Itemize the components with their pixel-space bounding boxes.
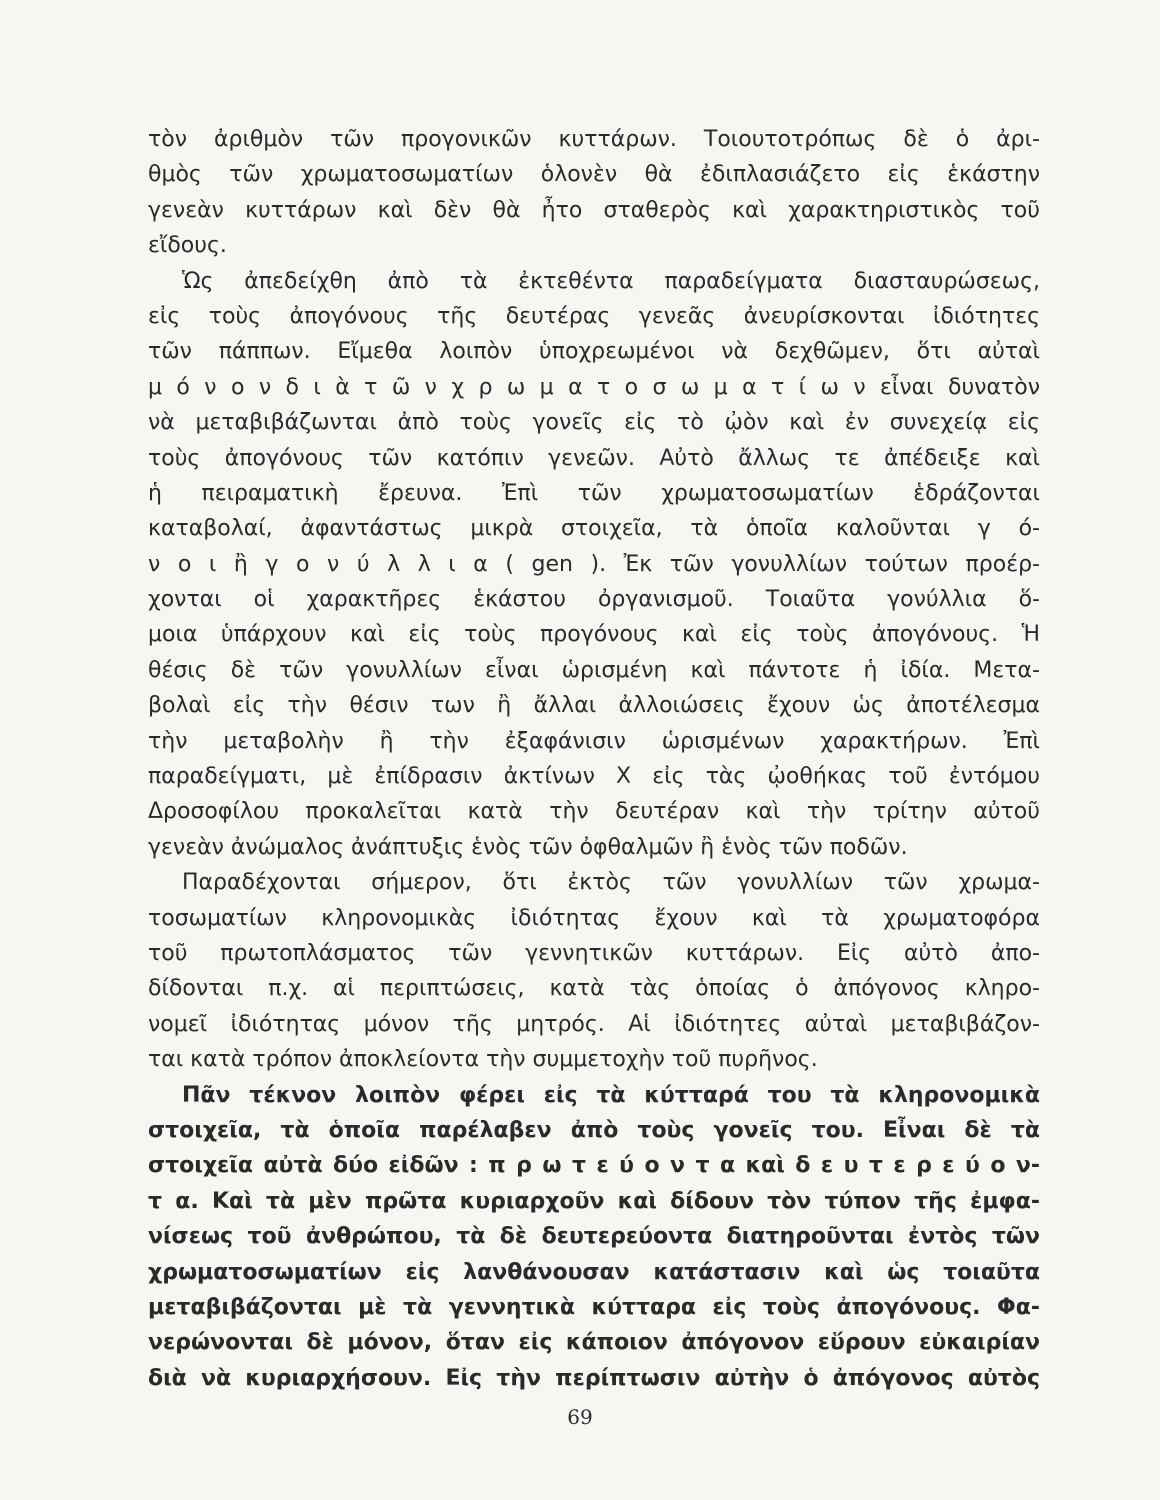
paragraph-start-line: Ὡς ἀπεδείχθη ἀπὸ τὰ ἐκτεθέντα παραδείγματα διασταυρώσεως, [182,268,1040,294]
text-line: νὰ μεταβιβάζωνται ἀπὸ τοὺς γονεῖς εἰς τὸ ᾠὸν καὶ ἐν συνεχείᾳ εἰς [148,410,1040,436]
text-line: χρωματοσωματίων εἰς λανθάνουσαν κατάστασιν καὶ ὡς τοιαῦτα [148,1259,1040,1285]
text-line: τ α. Καὶ τὰ μὲν πρῶτα κυριαρχοῦν καὶ δίδουν τὸν τύπον τῆς ἐμφα- [148,1188,1040,1214]
text-line: τὸν ἀριθμὸν τῶν προγονικῶν κυττάρων. Τοιουτοτρόπως δὲ ὁ ἀρι- [148,127,1040,152]
text-line: γενεὰν ἀνώμαλος ἀνάπτυξις ἑνὸς τῶν ὀφθαλμῶν ἢ ἑνὸς τῶν ποδῶν. [148,834,908,860]
text-line: μοια ὑπάρχουν καὶ εἰς τοὺς προγόνους καὶ εἰς τοὺς ἀπογόνους. Ἡ [148,622,1040,648]
paragraph-start-line: Παραδέχονται σήμερον, ὅτι ἐκτὸς τῶν γονυλλίων τῶν χρωμα- [182,870,1040,896]
text-line: τοῦ πρωτοπλάσματος τῶν γεννητικῶν κυττάρων. Εἰς αὐτὸ ἀπο- [148,940,1040,966]
text-line: στοιχεῖα, τὰ ὁποῖα παρέλαβεν ἀπὸ τοὺς γονεῖς του. Εἶναι δὲ τὰ [148,1117,1040,1143]
text-line: τοσωματίων κληρονομικὰς ἰδιότητας ἔχουν καὶ τὰ χρωματοφόρα [148,905,1040,931]
text-line: μεταβιβάζονται μὲ τὰ γεννητικὰ κύτταρα εἰς τοὺς ἀπογόνους. Φα- [148,1294,1040,1320]
body-text [148,122,1040,1396]
text-line: τὴν μεταβολὴν ἢ τὴν ἐξαφάνισιν ὡρισμένων χαρακτήρων. Ἐπὶ [148,728,1040,754]
text-line: διὰ νὰ κυριαρχήσουν. Εἰς τὴν περίπτωσιν αὐτὴν ὁ ἀπόγονος αὐτὸς [148,1365,1040,1391]
paragraph-start-line: Πᾶν τέκνον λοιπὸν φέρει εἰς τὰ κύτταρά του τὰ κληρονομικὰ [182,1082,1040,1108]
text-line: νίσεως τοῦ ἀνθρώπου, τὰ δὲ δευτερεύοντα διατηροῦνται ἐντὸς τῶν [148,1224,1040,1250]
text-line: θέσις δὲ τῶν γονυλλίων εἶναι ὡρισμένη καὶ πάντοτε ἡ ἰδία. Μετα- [148,657,1040,683]
text-line: θμὸς τῶν χρωματοσωματίων ὁλονὲν θὰ ἐδιπλασιάζετο εἰς ἑκάστην [148,162,1040,188]
text-line: εἴδους. [148,233,227,259]
page-number: 69 [567,1405,593,1429]
text-line: καταβολαί, ἀφαντάστως μικρὰ στοιχεῖα, τὰ ὁποῖα καλοῦνται γ ό- [148,516,1040,542]
text-line: ν ο ι ἢ γ ο ν ύ λ λ ι α ( gen ). Ἐκ τῶν γονυλλίων τούτων προέρ- [148,551,1040,577]
text-line: νερώνονται δὲ μόνον, ὅταν εἰς κάποιον ἀπόγονον εὕρουν εὐκαιρίαν [148,1330,1040,1356]
text-line: γενεὰν κυττάρων καὶ δὲν θὰ ἦτο σταθερὸς καὶ χαρακτηριστικὸς τοῦ [148,197,1040,223]
text-line: δίδονται π.χ. αἱ περιπτώσεις, κατὰ τὰς ὁποίας ὁ ἀπόγονος κληρο- [148,976,1040,1002]
text-line: Δροσοφίλου προκαλεῖται κατὰ τὴν δευτέραν καὶ τὴν τρίτην αὐτοῦ [148,799,1040,825]
text-line: χονται οἱ χαρακτῆρες ἑκάστου ὀργανισμοῦ. Τοιαῦτα γονύλλια ὅ- [148,587,1040,613]
text-line: παραδείγματι, μὲ ἐπίδρασιν ἀκτίνων Χ εἰς τὰς ᾠοθήκας τοῦ ἐντόμου [148,764,1040,790]
text-line: στοιχεῖα αὐτὰ δύο εἰδῶν : π ρ ω τ ε ύ ο ν τ α καὶ δ ε υ τ ε ρ ε ύ ο ν- [148,1153,1040,1179]
text-line: ται κατὰ τρόπον ἀποκλείοντα τὴν συμμετοχὴν τοῦ πυρῆνος. [148,1047,818,1073]
text-line: βολαὶ εἰς τὴν θέσιν των ἢ ἄλλαι ἀλλοιώσεις ἔχουν ὡς ἀποτέλεσμα [148,693,1040,719]
text-line: τῶν πάππων. Εἴμεθα λοιπὸν ὑποχρεωμένοι νὰ δεχθῶμεν, ὅτι αὐταὶ [148,339,1040,365]
text-line: νομεῖ ἰδιότητας μόνον τῆς μητρός. Αἱ ἰδιότητες αὐταὶ μεταβιβάζον- [148,1011,1040,1037]
text-line: μ ό ν ο ν δ ι ὰ τ ῶ ν χ ρ ω μ α τ ο σ ω μ α τ ί ω ν εἶναι δυνατὸν [148,374,1040,400]
text-line: τοὺς ἀπογόνους τῶν κατόπιν γενεῶν. Αὐτὸ ἄλλως τε ἀπέδειξε καὶ [148,445,1040,471]
text-line: εἰς τοὺς ἀπογόνους τῆς δευτέρας γενεᾶς ἀνευρίσκονται ἰδιότητες [148,303,1040,329]
text-line: ἡ πειραματικὴ ἔρευνα. Ἐπὶ τῶν χρωματοσωματίων ἑδράζονται [148,480,1040,506]
